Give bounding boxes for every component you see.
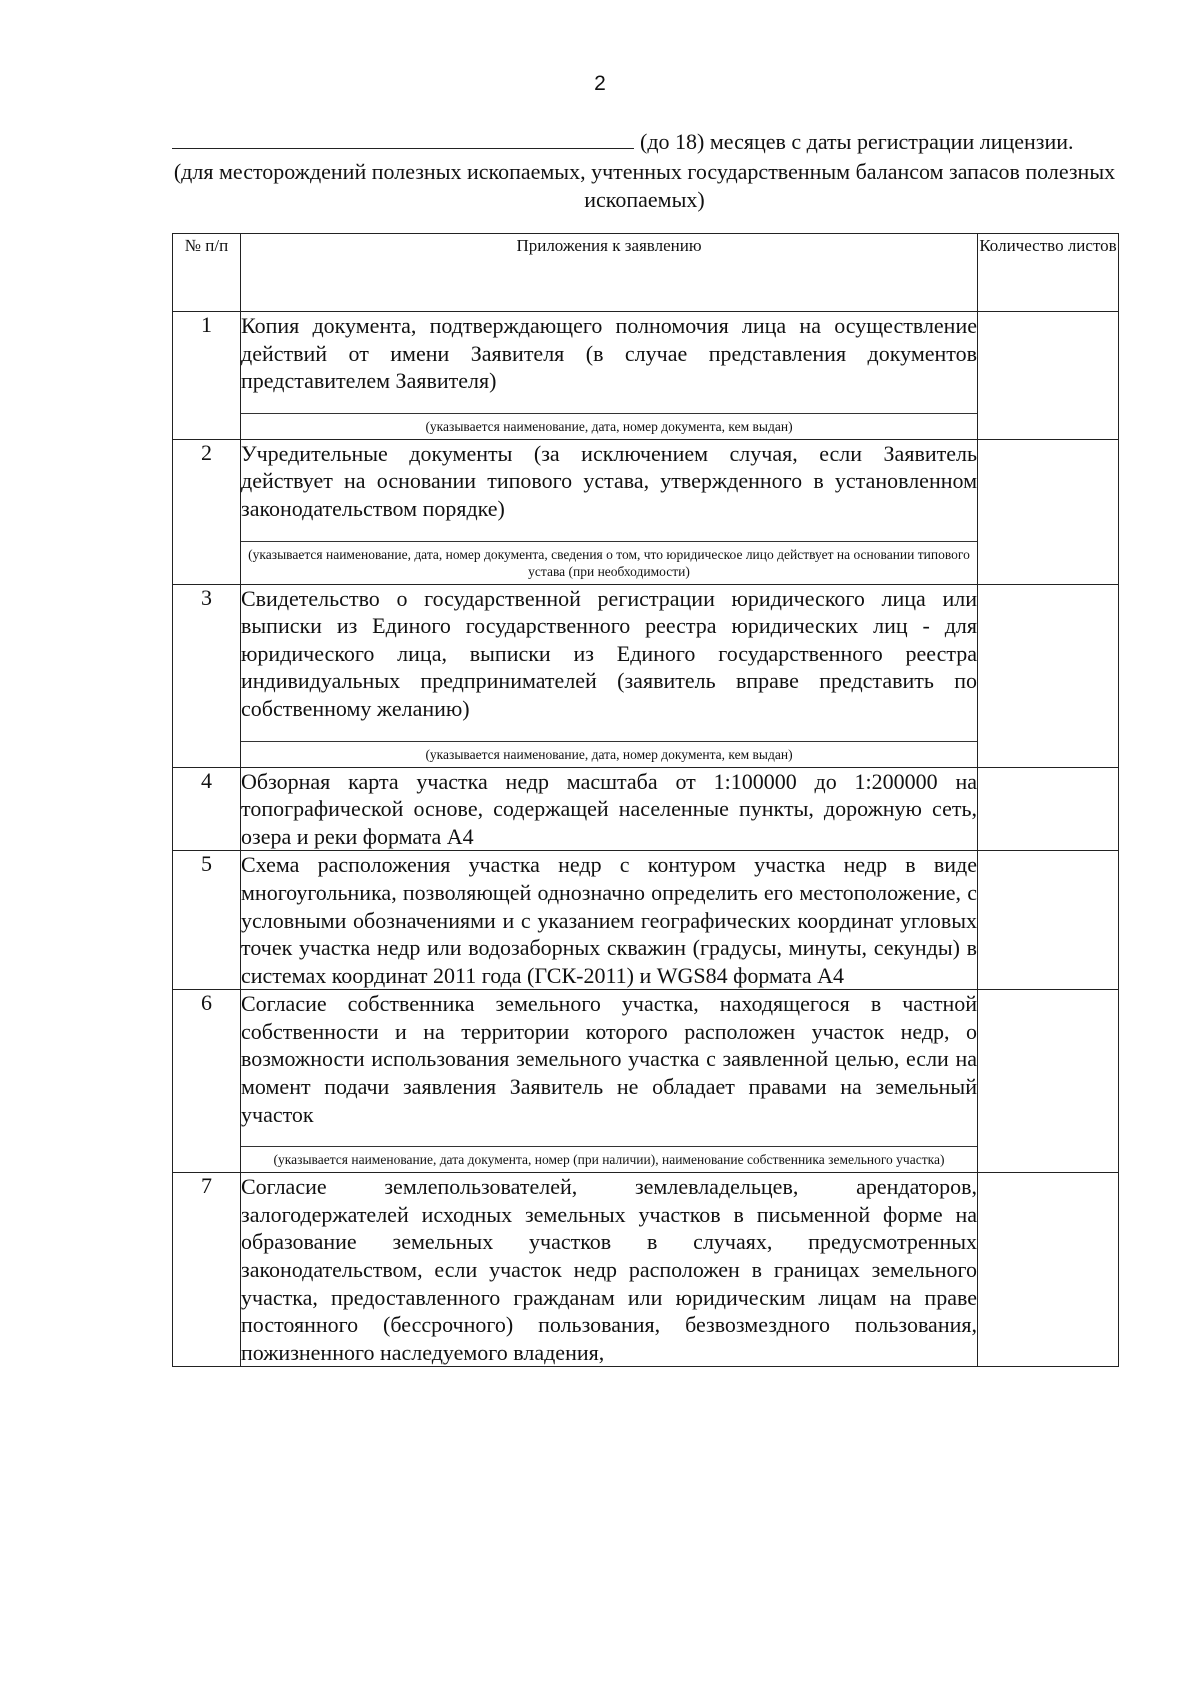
term-blank-field [172, 128, 634, 149]
row-hint: (указывается наименование, дата, номер документа, кем выдан) [241, 741, 977, 767]
row-hint: (указывается наименование, дата документа, номер (при наличии), наименование собственника земельного участка) [241, 1146, 977, 1172]
attachments-table [172, 233, 1119, 1367]
table-row [173, 584, 1119, 767]
row-number: 6 [173, 990, 241, 1173]
row-number: 3 [173, 584, 241, 767]
row-number: 4 [173, 767, 241, 851]
row-text: Свидетельство о государственной регистрации юридического лица или выписки из Единого государственного реестра юридических лиц - для юридического лица, выписки из Единого государственного реестра индивидуальных предпринимателей (заявитель вправе представить по собственному желанию) [241, 585, 977, 721]
row-text: Учредительные документы (за исключением случая, если Заявитель действует на основании типового устава, утвержденного в установленном законодательством порядке) [241, 440, 977, 521]
row-number: 7 [173, 1173, 241, 1367]
table-row [173, 312, 1119, 440]
row-text: Согласие собственника земельного участка, находящегося в частной собственности и на территории которого расположен участок недр, о возможности использования земельного участка с заявленной целью, если на момент подачи заявления Заявитель не обладает правами на земельный участок [241, 991, 977, 1127]
row-hint: (указывается наименование, дата, номер документа, кем выдан) [241, 413, 977, 439]
table-row [173, 1173, 1119, 1367]
sheets-count-cell[interactable] [978, 584, 1119, 767]
header-number: № п/п [173, 234, 241, 312]
row-number: 1 [173, 312, 241, 440]
deposit-note: (для месторождений полезных ископаемых, учтенных государственным балансом запасов полезных ископаемых) [173, 159, 1116, 212]
page-number: 2 [594, 72, 606, 95]
sheets-count-cell[interactable] [978, 990, 1119, 1173]
row-text: Схема расположения участка недр с контуром участка недр в виде многоугольника, позволяющей однозначно определить его местоположение, с условными обозначениями и с указанием географических координат угловых точек участка недр или водозаборных скважин (градусы, минуты, секунды) в системах координат 2011 года (ГСК-2011) и WGS84 формата А4 [241, 852, 977, 988]
row-content [241, 312, 978, 440]
sheets-count-cell[interactable] [978, 312, 1119, 440]
row-content [241, 439, 978, 584]
row-content [241, 584, 978, 767]
row-text: Согласие землепользователей, землевладельцев, арендаторов, залогодержателей исходных земельных участков в письменной форме на образование земельных участков в случаях, предусмотренных законодательством, если участок недр расположен в границах земельного участка, предоставленного гражданам или юридическим лицам на праве постоянного (бессрочного) пользования, безвозмездного пользования, пожизненного наследуемого владения, [241, 1174, 977, 1365]
table-row [173, 439, 1119, 584]
row-content [241, 990, 978, 1173]
row-content [241, 851, 978, 990]
sheets-count-cell[interactable] [978, 1173, 1119, 1367]
row-number: 2 [173, 439, 241, 584]
table-header-row [173, 234, 1119, 312]
sheets-count-cell[interactable] [978, 851, 1119, 990]
table-row [173, 767, 1119, 851]
row-hint: (указывается наименование, дата, номер документа, сведения о том, что юридическое лицо действует на основании типового устава (при необходимости) [241, 541, 977, 584]
table-row [173, 990, 1119, 1173]
row-text: Обзорная карта участка недр масштаба от 1:100000 до 1:200000 на топографической основе, содержащей населенные пункты, дорожную сеть, озера и реки формата А4 [241, 768, 977, 849]
row-content [241, 767, 978, 851]
header-attachments: Приложения к заявлению [241, 234, 978, 312]
table-row [173, 851, 1119, 990]
header-sheets: Количество листов [978, 234, 1119, 312]
sheets-count-cell[interactable] [978, 439, 1119, 584]
row-number: 5 [173, 851, 241, 990]
license-term-text: (до 18) месяцев с даты регистрации лицензии. [640, 129, 1074, 154]
sheets-count-cell[interactable] [978, 767, 1119, 851]
license-term-line [172, 128, 1117, 156]
row-text: Копия документа, подтверждающего полномочия лица на осуществление действий от имени Заявителя (в случае представления документов представителем Заявителя) [241, 313, 977, 394]
row-content [241, 1173, 978, 1367]
